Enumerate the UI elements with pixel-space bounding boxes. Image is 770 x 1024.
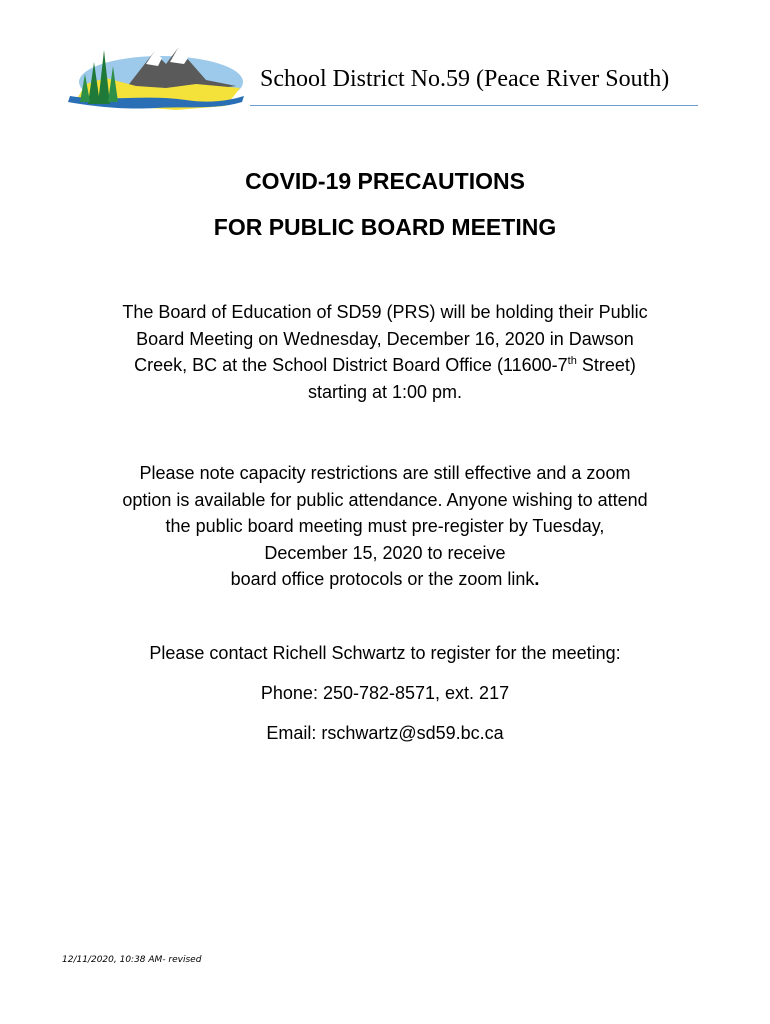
announcement-line-2: Board Meeting on Wednesday, December 16, 2020 in Dawson <box>136 328 634 349</box>
phone-text: Phone: 250-782-8571, ext. 217 <box>260 683 510 703</box>
notice-line-5-text: board office protocols or the zoom link <box>230 569 535 589</box>
notice-line-3: the public board meeting must pre-register by Tuesday, <box>165 516 605 536</box>
header-divider <box>250 105 698 106</box>
notice-line-5 <box>60 566 710 593</box>
capacity-notice-paragraph <box>60 460 710 593</box>
ordinal-superscript: th <box>567 355 577 367</box>
announcement-line-1: The Board of Education of SD59 (PRS) will be holding their Public <box>122 302 648 322</box>
district-name: School District No.59 (Peace River South) <box>260 66 670 92</box>
document-title-line-2: FOR PUBLIC BOARD MEETING <box>213 214 557 240</box>
revision-timestamp: 12/11/2020, 10:38 AM- revised <box>62 955 202 965</box>
address-text: Creek, BC at the School District Board Office (11600-7 <box>134 355 568 375</box>
address-text-end: Street) <box>576 355 636 375</box>
contact-intro <box>60 640 710 667</box>
contact-email <box>60 720 710 747</box>
announcement-line-3 <box>60 352 710 379</box>
announcement-line-4: starting at 1:00 pm. <box>307 381 463 402</box>
notice-line-1: Please note capacity restrictions are still effective and a zoom <box>139 463 631 483</box>
meeting-announcement-paragraph <box>60 299 710 405</box>
contact-intro-text: Please contact Richell Schwartz to register for the meeting: <box>149 643 621 663</box>
contact-phone <box>60 680 710 707</box>
notice-line-2: option is available for public attendance. Anyone wishing to attend <box>122 489 648 510</box>
notice-line-5-period: . <box>534 569 540 589</box>
document-title-line-1: COVID-19 PRECAUTIONS <box>245 168 525 194</box>
email-text: Email: rschwartz@sd59.bc.ca <box>266 723 504 743</box>
notice-line-4: December 15, 2020 to receive <box>264 542 506 563</box>
district-logo-icon <box>66 44 246 116</box>
